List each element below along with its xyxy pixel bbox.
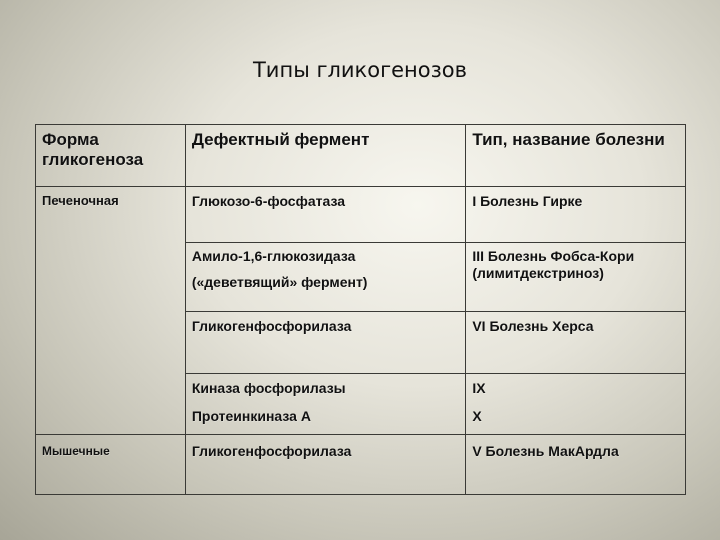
disease-line: III Болезнь Фобса-Кори [472, 248, 635, 264]
table-row [36, 187, 686, 243]
table-row [36, 435, 686, 495]
header-disease: Тип, название болезни [466, 125, 686, 187]
header-enzyme: Дефектный фермент [185, 125, 466, 187]
slide-title: Типы гликогенозов [252, 58, 468, 82]
enzyme-line: Протеинкиназа А [191, 408, 311, 424]
enzyme-line: Амило-1,6-глюкозидаза [191, 248, 356, 264]
cell-disease: V Болезнь МакАрдла [466, 435, 686, 495]
cell-disease: I Болезнь Гирке [466, 187, 686, 243]
disease-line: IX [472, 380, 486, 396]
cell-disease [466, 243, 686, 312]
cell-form-liver: Печеночная [36, 187, 186, 435]
header-form: Форма гликогеноза [36, 125, 186, 187]
glycogenosis-table [35, 124, 686, 495]
cell-form-muscle: Мышечные [36, 435, 186, 495]
disease-line: (лимитдекстриноз) [472, 265, 604, 281]
cell-disease: VI Болезнь Херса [466, 312, 686, 374]
enzyme-line: («деветвящий» фермент) [191, 274, 368, 290]
cell-enzyme: Глюкозо-6-фосфатаза [185, 187, 466, 243]
cell-enzyme [185, 243, 466, 312]
cell-enzyme: Гликогенфосфорилаза [185, 312, 466, 374]
disease-line: X [472, 408, 482, 424]
cell-disease [466, 374, 686, 435]
enzyme-line: Киназа фосфорилазы [191, 380, 346, 396]
cell-enzyme: Гликогенфосфорилаза [185, 435, 466, 495]
cell-enzyme [185, 374, 466, 435]
table-header-row [36, 125, 686, 187]
